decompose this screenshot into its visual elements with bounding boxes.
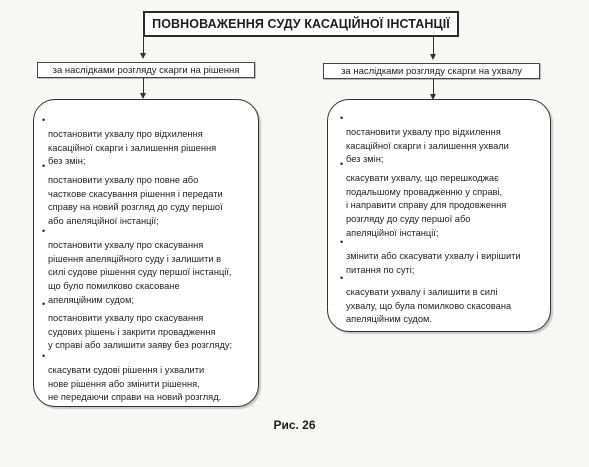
bullet-icon: •: [42, 299, 46, 309]
left-item-text: постановити ухвалу про відхилення касаційної скарги і залишення рішення без змін;: [48, 128, 217, 167]
left-item: [42, 350, 222, 405]
left-panel: [33, 99, 259, 407]
right-heading-text: за наслідками розгляду скарги на ухвалу: [341, 65, 522, 77]
arrow-title-to-left: [140, 53, 146, 59]
diagram-title: [143, 11, 459, 37]
bullet-icon: •: [340, 159, 344, 169]
left-item: [42, 160, 223, 229]
bullet-icon: •: [42, 351, 46, 361]
connector-title-to-right: [433, 36, 434, 54]
diagram-title-text: ПОВНОВАЖЕННЯ СУДУ КАСАЦІЙНОЇ ІНСТАНЦІЇ: [152, 17, 450, 31]
right-item: [340, 158, 507, 241]
left-heading-text: за наслідками розгляду скарги на рішення: [52, 64, 240, 76]
left-item: [42, 225, 232, 308]
connector-right-heading-to-panel: [433, 79, 434, 94]
figure-caption: Рис. 26: [273, 418, 316, 432]
bullet-icon: •: [340, 113, 344, 123]
connector-title-to-left: [143, 33, 144, 53]
bullet-icon: •: [340, 273, 344, 283]
left-heading-box: [37, 62, 255, 78]
right-item-text: скасувати ухвалу, що перешкоджає подальшому провадженню у справі, і направити справу для продовження розгляду до суду першої або апеляційної інстанції;: [346, 172, 507, 238]
arrow-title-to-right: [430, 54, 436, 60]
left-item-text: скасувати судові рішення і ухвалити нове рішення або змінити рішення, не передаючи справи на новий розгляд.: [48, 364, 222, 403]
bullet-icon: •: [42, 161, 46, 171]
bullet-icon: •: [340, 237, 344, 247]
right-item-text: скасувати ухвалу і залишити в силі ухвалу, що була помилково скасована апеляційним судом.: [346, 286, 512, 325]
right-item-text: змінити або скасувати ухвалу і вирішити питання по суті;: [346, 250, 521, 275]
left-item-text: постановити ухвалу про скасування рішення апеляційного суду і залишити в силі судове рішення суду першої інстанції, що було помилково скасоване апеляційним судом;: [48, 239, 232, 305]
connector-left-heading-to-panel: [143, 78, 144, 93]
bullet-icon: •: [42, 226, 46, 236]
right-panel: [327, 99, 551, 332]
right-item: [340, 272, 512, 327]
left-item: [42, 298, 233, 353]
title-underline: [155, 36, 450, 37]
bullet-icon: •: [42, 115, 46, 125]
left-item-text: постановити ухвалу про скасування судових рішень і закрити провадження у справі або залишити заяву без розгляду;: [48, 312, 233, 351]
left-item-text: постановити ухвалу про повне або часткове скасування рішення і передати справу на новий розгляд до суду першої або апеляційної інстанції;: [48, 174, 223, 227]
right-heading-box: [323, 63, 540, 79]
right-item-text: постановити ухвалу про відхилення касаційної скарги і залишення ухвали без змін;: [346, 126, 509, 165]
